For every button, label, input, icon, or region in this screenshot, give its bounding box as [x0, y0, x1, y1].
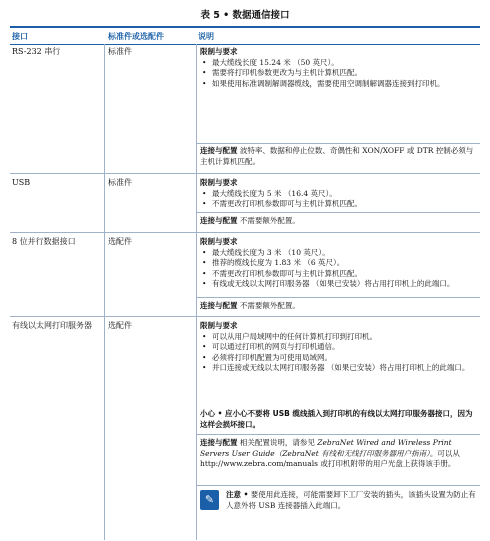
table-header [10, 26, 480, 45]
list-item: • 最大缆线长度 15.24 米 （50 英尺）。 [200, 58, 476, 69]
note-pencil-icon: ✎ [200, 490, 219, 510]
row-type: 选配件 [108, 321, 132, 330]
row-type: 选配件 [108, 237, 132, 246]
guide-title-cn: （ZebraNet 有线和无线打印服务器用户指南） [274, 448, 430, 458]
row-config [200, 301, 476, 312]
column-divider [196, 44, 197, 540]
list-item: • 必须将打印机配置为可使用局域网。 [200, 353, 476, 364]
row-interface: USB [12, 178, 31, 187]
row-divider [196, 485, 480, 486]
list-item: • 可以从用户局域网中的任何计算机打印到打印机。 [200, 332, 476, 343]
row-divider [10, 173, 480, 174]
note-label: 注意 • [226, 490, 249, 499]
list-item: • 需要将打印机参数更改为与主机计算机匹配。 [200, 68, 476, 79]
row-limits [200, 178, 476, 210]
config-label: 连接与配置 [200, 438, 238, 447]
config-text: 相关配置说明，请参见 [239, 438, 318, 447]
config-text: 不需要额外配置。 [239, 301, 300, 310]
list-item: • 不需更改打印机参数即可与主机计算机匹配。 [200, 269, 476, 280]
table-title: 表 5 • 数据通信接口 [200, 10, 290, 21]
row-type: 标准件 [108, 47, 132, 56]
header-description: 说明 [198, 32, 214, 41]
header-type: 标准件或选配件 [108, 32, 164, 41]
limits-heading: 限制与要求 [200, 321, 238, 330]
row-divider [196, 434, 480, 435]
list-item: • 如果使用标准调制解调器缆线，需要使用空调制解调器连接到打印机。 [200, 79, 476, 90]
row-interface: 有线以太网打印服务器 [12, 321, 92, 330]
limits-heading: 限制与要求 [200, 47, 238, 56]
list-item: • 有线或无线以太网打印服务器 （如果已安装）将占用打印机上的此端口。 [200, 279, 476, 290]
row-config [200, 146, 476, 167]
limits-list [200, 332, 476, 374]
limits-heading: 限制与要求 [200, 237, 238, 246]
config-label: 连接与配置 [200, 146, 238, 155]
header-interface: 接口 [12, 32, 28, 41]
row-interface: RS-232 串行 [12, 47, 61, 56]
row-config [200, 438, 476, 470]
note-body: 要使用此连接，可能需要卸下工厂安装的插头，该插头设置为防止有人意外将 USB 连接器插入此端口。 [226, 490, 476, 510]
config-text-rest: 。可以从 http://www.zebra.com/manuals 或打印机附带的用户光盘上获得该手册。 [200, 448, 460, 468]
caution-text: 小心 • 应小心不要将 USB 缆线插入到打印机的有线以太网打印服务器接口，因为这样会损坏接口。 [200, 409, 473, 429]
config-label: 连接与配置 [200, 216, 238, 225]
limits-heading: 限制与要求 [200, 178, 238, 187]
guide-title-en: ZebraNet Wired and Wireless Print Servers User Guide [200, 438, 452, 458]
config-text: 波特率、数据和停止位数、奇偶性和 XON/XOFF 或 DTR 控制必须与主机计算机匹配。 [200, 146, 474, 166]
row-limits [200, 47, 476, 89]
row-divider [10, 316, 480, 317]
row-divider [10, 232, 480, 233]
row-config [200, 216, 476, 227]
list-item: • 推荐的缆线长度为 1.83 米 （6 英尺）。 [200, 258, 476, 269]
row-divider [196, 212, 480, 213]
limits-list [200, 189, 476, 210]
list-item: • 最大缆线长度为 5 米 （16.4 英尺）。 [200, 189, 476, 200]
limits-list [200, 58, 476, 90]
list-item: • 可以通过打印机的网页与打印机通信。 [200, 342, 476, 353]
list-item: • 不需更改打印机参数即可与主机计算机匹配。 [200, 199, 476, 210]
config-label: 连接与配置 [200, 301, 238, 310]
limits-list [200, 248, 476, 290]
row-type: 标准件 [108, 178, 132, 187]
row-divider [196, 143, 480, 144]
row-interface: 8 位并行数据接口 [12, 237, 76, 246]
config-text: 不需要额外配置。 [239, 216, 300, 225]
row-divider [196, 297, 480, 298]
row-limits [200, 321, 476, 374]
list-item: • 并口连接或无线以太网打印服务器 （如果已安装）将占用打印机上的此端口。 [200, 363, 476, 374]
column-divider [104, 44, 105, 540]
note-text [226, 490, 476, 511]
list-item: • 最大缆线长度为 3 米 （10 英尺）。 [200, 248, 476, 259]
row-limits [200, 237, 476, 290]
